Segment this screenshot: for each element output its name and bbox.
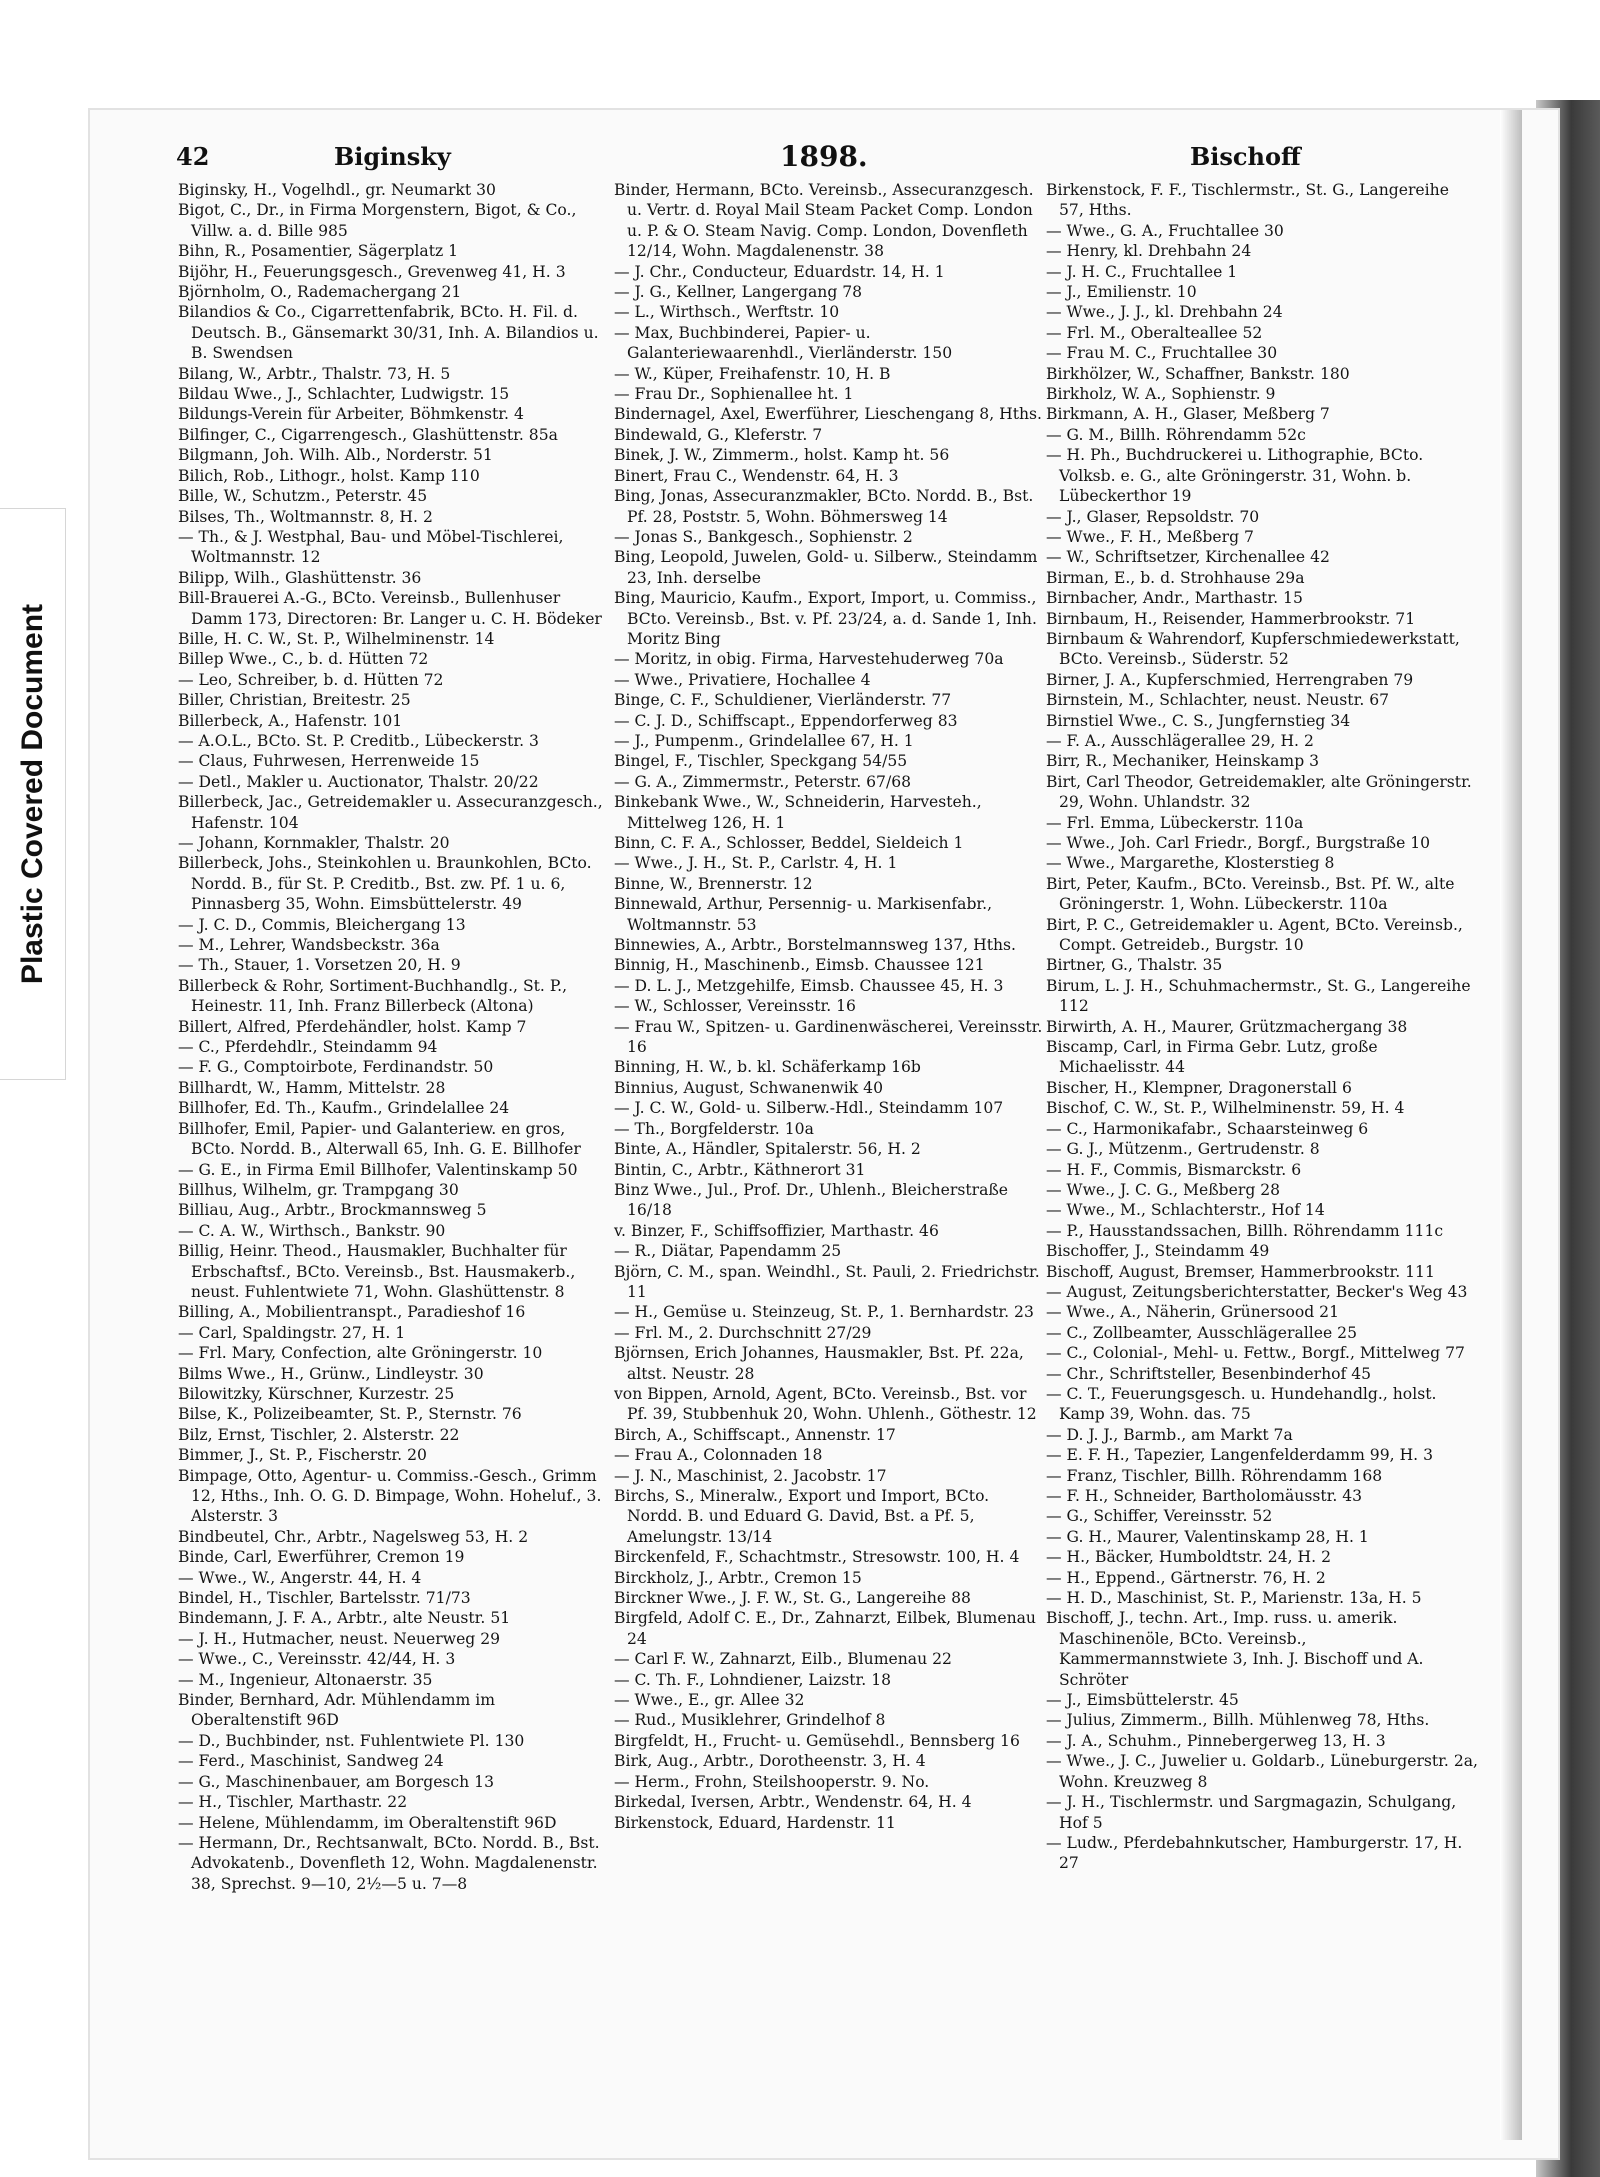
directory-entry: — Frl. M., Oberalteallee 52: [1046, 323, 1263, 342]
directory-entry: — G., Maschinenbauer, am Borgesch 13: [178, 1772, 495, 1791]
directory-entry: Birr, R., Mechaniker, Heinskamp 3: [1046, 752, 1320, 771]
directory-entry: — Detl., Makler u. Auctionator, Thalstr. 20/22: [178, 772, 539, 791]
directory-entry: Birner, J. A., Kupferschmied, Herrengraben 79: [1046, 670, 1414, 689]
directory-entry: Binnius, August, Schwanenwik 40: [614, 1078, 883, 1097]
page-gutter: [1500, 110, 1522, 2140]
directory-entry: v. Binzer, F., Schiffsoffizier, Marthastr. 46: [614, 1221, 939, 1240]
directory-entry: — J. H., Hutmacher, neust. Neuerweg 29: [178, 1629, 501, 1648]
directory-entry: Binge, C. F., Schuldiener, Vierländerstr. 77: [614, 691, 952, 710]
directory-entry: Bintin, C., Arbtr., Käthnerort 31: [614, 1160, 866, 1179]
directory-entry: — J., Emilienstr. 10: [1046, 283, 1197, 302]
directory-entry: Binde, Carl, Ewerführer, Cremon 19: [178, 1548, 465, 1567]
directory-entry: — Wwe., J. J., kl. Drehbahn 24: [1046, 303, 1283, 322]
directory-entry: — J. G., Kellner, Langergang 78: [614, 283, 863, 302]
directory-entry: Bildau Wwe., J., Schlachter, Ludwigstr. 15: [178, 385, 510, 404]
directory-entry: Billhofer, Ed. Th., Kaufm., Grindelallee 24: [178, 1099, 510, 1118]
directory-entry: Bildungs-Verein für Arbeiter, Böhmkenstr. 4: [178, 405, 524, 424]
directory-entry: — H., Tischler, Marthastr. 22: [178, 1793, 408, 1812]
directory-entry: — Franz, Tischler, Billh. Röhrendamm 168: [1046, 1466, 1383, 1485]
directory-entry: Binn, C. F. A., Schlosser, Beddel, Sieldeich 1: [614, 834, 964, 852]
directory-entry: — L., Wirthsch., Werftstr. 10: [614, 303, 840, 322]
directory-entry: Birnstein, M., Schlachter, neust. Neustr. 67: [1046, 691, 1390, 710]
directory-entry: Binnewies, A., Arbtr., Borstelmannsweg 137, Hths.: [614, 936, 1016, 955]
directory-entry: — H., Bäcker, Humboldtstr. 24, H. 2: [1046, 1548, 1331, 1567]
directory-entry: — Max, Buchbinderei, Papier- u. Galanteriewaarenhdl., Vierländerstr. 150: [614, 323, 953, 363]
directory-entry: Binne, W., Brennerstr. 12: [614, 874, 813, 893]
directory-entry: Birt, Peter, Kaufm., BCto. Vereinsb., Bst. Pf. W., alte Gröningerstr. 1, Wohn. Lübeckerstr. 110a: [1046, 874, 1455, 914]
directory-entry: Bindbeutel, Chr., Arbtr., Nagelsweg 53, H. 2: [178, 1527, 529, 1546]
directory-entry: — Th., Stauer, 1. Vorsetzen 20, H. 9: [178, 956, 461, 975]
directory-entry: Bilgmann, Joh. Wilh. Alb., Norderstr. 51: [178, 446, 493, 465]
directory-entry: — Wwe., Joh. Carl Friedr., Borgf., Burgstraße 10: [1046, 834, 1431, 852]
directory-entry: — J., Eimsbüttelerstr. 45: [1046, 1691, 1239, 1710]
directory-entry: — W., Schriftsetzer, Kirchenallee 42: [1046, 548, 1330, 567]
directory-entry: Billerbeck, Jac., Getreidemakler u. Assecuranzgesch., Hafenstr. 104: [178, 793, 603, 832]
directory-entry: Billerbeck & Rohr, Sortiment-Buchhandlg., St. P., Heinestr. 11, Inh. Franz Billerbeck (Altona): [178, 976, 568, 1016]
directory-entry: Bilang, W., Arbtr., Thalstr. 73, H. 5: [178, 364, 451, 383]
directory-entry: Binder, Hermann, BCto. Vereinsb., Assecuranzgesch. u. Vertr. d. Royal Mail Steam Packet Comp. London u. P. & O. Steam Navig. Comp. London, Dovenfleth 12/14, Wohn. Magdalenenstr. 38: [614, 181, 1034, 261]
directory-entry: Bilandios & Co., Cigarrettenfabrik, BCto. H. Fil. d. Deutsch. B., Gänsemarkt 30/31, Inh. A. Bilandios u. B. Swendsen: [178, 303, 599, 363]
directory-entry: Biginsky, H., Vogelhdl., gr. Neumarkt 30: [178, 181, 496, 199]
directory-entry: Bilms Wwe., H., Grünw., Lindleystr. 30: [178, 1364, 484, 1383]
directory-entry: Bilich, Rob., Lithogr., holst. Kamp 110: [178, 466, 480, 485]
directory-entry: Billerbeck, A., Hafenstr. 101: [178, 711, 403, 730]
directory-entry: — Rud., Musiklehrer, Grindelhof 8: [614, 1711, 886, 1730]
directory-entry: — Frl. M., 2. Durchschnitt 27/29: [614, 1323, 872, 1342]
directory-entry: Billing, A., Mobilientranspt., Paradieshof 16: [178, 1303, 526, 1322]
directory-entry: Bischoff, J., techn. Art., Imp. russ. u. amerik. Maschinenöle, BCto. Vereinsb., Kammermannstwiete 3, Inh. J. Bischoff und A. Schröter: [1046, 1609, 1424, 1689]
directory-entry: — J., Glaser, Repsoldstr. 70: [1046, 507, 1260, 526]
directory-entry: Bill-Brauerei A.-G., BCto. Vereinsb., Bullenhuser Damm 173, Directoren: Br. Langer u. C. H. Bödeker: [178, 589, 602, 628]
directory-entry: Bingel, F., Tischler, Speckgang 54/55: [614, 752, 908, 771]
directory-entry: — Th., & J. Westphal, Bau- und Möbel-Tischlerei, Woltmannstr. 12: [178, 527, 564, 567]
directory-entry: — Hermann, Dr., Rechtsanwalt, BCto. Nordd. B., Bst. Advokatenb., Dovenfleth 12, Wohn. Magdalenenstr. 38, Sprechst. 9—10, 2½—5 u. 7—8: [178, 1833, 600, 1893]
directory-entry: — Wwe., W., Angerstr. 44, H. 4: [178, 1568, 422, 1587]
directory-entry: Bilfinger, C., Cigarrengesch., Glashüttenstr. 85a: [178, 425, 558, 444]
directory-entry: Binning, H. W., b. kl. Schäferkamp 16b: [614, 1058, 921, 1077]
directory-entry: — Henry, kl. Drehbahn 24: [1046, 242, 1252, 261]
directory-entry: Birgfeld, Adolf C. E., Dr., Zahnarzt, Eilbek, Blumenau 24: [614, 1609, 1036, 1648]
directory-entry: Birkmann, A. H., Glaser, Meßberg 7: [1046, 405, 1330, 424]
directory-entry: Bille, W., Schutzm., Peterstr. 45: [178, 487, 428, 506]
directory-entry: — J. N., Maschinist, 2. Jacobstr. 17: [614, 1466, 887, 1485]
directory-entry: — C. Th. F., Lohndiener, Laizstr. 18: [614, 1670, 892, 1689]
directory-entry: — J., Pumpenm., Grindelallee 67, H. 1: [614, 731, 914, 750]
directory-entry: — D., Buchbinder, nst. Fuhlentwiete Pl. 130: [178, 1731, 525, 1750]
directory-entry: Björn, C. M., span. Weindhl., St. Pauli, 2. Friedrichstr. 11: [614, 1262, 1040, 1301]
directory-entry: — G. H., Maurer, Valentinskamp 28, H. 1: [1046, 1527, 1369, 1546]
directory-entry: Bischoffer, J., Steindamm 49: [1046, 1242, 1270, 1261]
directory-entry: Bing, Mauricio, Kaufm., Export, Import, u. Commiss., BCto. Vereinsb., Bst. v. Pf. 23/24, a. d. Sande 1, Inh. Moritz Bing: [614, 589, 1037, 648]
directory-entry: — C. J. D., Schiffscapt., Eppendorferweg 83: [614, 711, 958, 730]
directory-entry: — G., Schiffer, Vereinsstr. 52: [1046, 1507, 1273, 1526]
directory-column-3: [1046, 180, 1478, 1874]
directory-entry: — Leo, Schreiber, b. d. Hütten 72: [178, 670, 444, 689]
directory-entry: Birckenfeld, F., Schachtmstr., Stresowstr. 100, H. 4: [614, 1548, 1020, 1567]
directory-entry: — G. A., Zimmermstr., Peterstr. 67/68: [614, 772, 912, 791]
directory-entry: — C., Colonial-, Mehl- u. Fettw., Borgf., Mittelweg 77: [1046, 1344, 1465, 1363]
directory-entry: — Carl F. W., Zahnarzt, Eilb., Blumenau 22: [614, 1650, 952, 1669]
directory-entry: Birckner Wwe., J. F. W., St. G., Langereihe 88: [614, 1589, 971, 1608]
directory-entry: Bilse, K., Polizeibeamter, St. P., Sternstr. 76: [178, 1405, 522, 1424]
directory-entry: Binder, Bernhard, Adr. Mühlendamm im Oberaltenstift 96D: [178, 1691, 496, 1730]
directory-entry: — J. C. D., Commis, Bleichergang 13: [178, 915, 466, 934]
directory-entry: — D. L. J., Metzgehilfe, Eimsb. Chaussee 45, H. 3: [614, 976, 1004, 995]
directory-entry: — Wwe., A., Näherin, Grünersood 21: [1046, 1303, 1340, 1322]
directory-entry: Bilz, Ernst, Tischler, 2. Alsterstr. 22: [178, 1425, 460, 1444]
directory-entry: Binnewald, Arthur, Persennig- u. Markisenfabr., Woltmannstr. 53: [614, 895, 993, 934]
directory-entry: Billhus, Wilhelm, gr. Trampgang 30: [178, 1180, 459, 1199]
directory-entry: — G. M., Billh. Röhrendamm 52c: [1046, 425, 1306, 444]
directory-entry: Billhardt, W., Hamm, Mittelstr. 28: [178, 1078, 446, 1097]
directory-entry: — F. A., Ausschlägerallee 29, H. 2: [1046, 731, 1314, 750]
directory-entry: — Helene, Mühlendamm, im Oberaltenstift 96D: [178, 1813, 557, 1832]
directory-entry: Birchs, S., Mineralw., Export und Import, BCto. Nordd. B. und Eduard G. David, Bst. a Pf. 5, Amelungstr. 13/14: [614, 1487, 990, 1546]
directory-entry: Bimpage, Otto, Agentur- u. Commiss.-Gesch., Grimm 12, Hths., Inh. O. G. D. Bimpage, Wohn. Hoheluf., 3. Alsterstr. 3: [178, 1466, 602, 1526]
directory-entry: — Chr., Schriftsteller, Besenbinderhof 45: [1046, 1364, 1372, 1383]
directory-entry: — C. A. W., Wirthsch., Bankstr. 90: [178, 1221, 446, 1240]
directory-entry: Birnbaum & Wahrendorf, Kupferschmiedewerkstatt, BCto. Vereinsb., Süderstr. 52: [1046, 629, 1460, 669]
directory-entry: — Wwe., J. C. G., Meßberg 28: [1046, 1180, 1281, 1199]
directory-entry: — J. H. C., Fruchtallee 1: [1046, 262, 1238, 281]
directory-entry: Birkhölzer, W., Schaffner, Bankstr. 180: [1046, 364, 1350, 383]
directory-entry: — Frl. Mary, Confection, alte Gröningerstr. 10: [178, 1344, 543, 1363]
directory-entry: — Ludw., Pferdebahnkutscher, Hamburgerstr. 17, H. 27: [1046, 1833, 1463, 1873]
directory-entry: Billig, Heinr. Theod., Hausmakler, Buchhalter für Erbschaftsf., BCto. Vereinsb., Bst. Hausmakerb., neust. Fuhlentwiete 71, Wohn. Glashüttenstr. 8: [178, 1242, 576, 1301]
directory-entry: Birkenstock, Eduard, Hardenstr. 11: [614, 1813, 896, 1832]
directory-entry: — H. Ph., Buchdruckerei u. Lithographie, BCto. Volksb. e. G., alte Gröningerstr. 31, Wohn. b. Lübeckerthor 19: [1046, 446, 1424, 506]
directory-entry: Birk, Aug., Arbtr., Dorotheenstr. 3, H. 4: [614, 1752, 926, 1771]
directory-entry: — Wwe., F. H., Meßberg 7: [1046, 527, 1254, 546]
directory-entry: von Bippen, Arnold, Agent, BCto. Vereinsb., Bst. vor Pf. 39, Stubbenhuk 20, Wohn. Uhlenh., Göthestr. 12: [614, 1384, 1037, 1424]
directory-entry: Biscamp, Carl, in Firma Gebr. Lutz, große Michaelisstr. 44: [1046, 1038, 1378, 1077]
directory-entry: Birch, A., Schiffscapt., Annenstr. 17: [614, 1425, 896, 1444]
directory-entry: — G. J., Mützenm., Gertrudenstr. 8: [1046, 1140, 1320, 1159]
directory-entry: — R., Diätar, Papendamm 25: [614, 1242, 842, 1261]
directory-entry: — Frl. Emma, Lübeckerstr. 110a: [1046, 813, 1304, 832]
directory-entry: Björnholm, O., Rademachergang 21: [178, 283, 462, 302]
directory-entry: Binnig, H., Maschinenb., Eimsb. Chaussee 121: [614, 956, 985, 975]
directory-entry: Binek, J. W., Zimmerm., holst. Kamp ht. 56: [614, 446, 950, 465]
directory-entry: — Th., Borgfelderstr. 10a: [614, 1119, 814, 1138]
directory-entry: Bilses, Th., Woltmannstr. 8, H. 2: [178, 507, 433, 526]
directory-entry: Bijöhr, H., Feuerungsgesch., Grevenweg 41, H. 3: [178, 262, 566, 281]
directory-column-2: [614, 180, 1046, 1833]
directory-entry: Birnstiel Wwe., C. S., Jungfernstieg 34: [1046, 711, 1351, 730]
directory-entry: Bille, H. C. W., St. P., Wilhelminenstr. 14: [178, 629, 495, 648]
directory-entry: — C., Zollbeamter, Ausschlägerallee 25: [1046, 1323, 1357, 1342]
directory-entry: — J. A., Schuhm., Pinnebergerweg 13, H. 3: [1046, 1731, 1386, 1750]
directory-entry: — Wwe., Margarethe, Klosterstieg 8: [1046, 854, 1335, 873]
directory-entry: Birt, Carl Theodor, Getreidemakler, alte Gröningerstr. 29, Wohn. Uhlandstr. 32: [1046, 772, 1472, 812]
directory-entry: — Carl, Spaldingstr. 27, H. 1: [178, 1323, 406, 1342]
directory-entry: Bischof, C. W., St. P., Wilhelminenstr. 59, H. 4: [1046, 1099, 1405, 1118]
directory-entry: Birkenstock, F. F., Tischlermstr., St. G., Langereihe 57, Hths.: [1046, 181, 1449, 220]
directory-entry: Bihn, R., Posamentier, Sägerplatz 1: [178, 242, 459, 261]
directory-entry: — E. F. H., Tapezier, Langenfelderdamm 99, H. 3: [1046, 1446, 1434, 1465]
directory-entry: — J. Chr., Conducteur, Eduardstr. 14, H. 1: [614, 262, 945, 281]
directory-entry: Billert, Alfred, Pferdehändler, holst. Kamp 7: [178, 1017, 527, 1036]
directory-entry: Billerbeck, Johs., Steinkohlen u. Braunkohlen, BCto. Nordd. B., für St. P. Creditb., Bst. zw. Pf. 1 u. 6, Pinnasberg 35, Wohn. Eimsbüttelerstr. 49: [178, 854, 592, 914]
page-header: [176, 138, 1506, 174]
directory-entry: — August, Zeitungsberichterstatter, Becker's Weg 43: [1046, 1282, 1468, 1301]
directory-entry: Bing, Jonas, Assecuranzmakler, BCto. Nordd. B., Bst. Pf. 28, Poststr. 5, Wohn. Böhmersweg 14: [614, 487, 1034, 526]
directory-entry: — Jonas S., Bankgesch., Sophienstr. 2: [614, 527, 913, 546]
directory-entry: — Wwe., J. C., Juwelier u. Goldarb., Lüneburgerstr. 2a, Wohn. Kreuzweg 8: [1046, 1752, 1478, 1791]
directory-column-1: [178, 180, 610, 1894]
directory-entry: Binz Wwe., Jul., Prof. Dr., Uhlenh., Bleicherstraße 16/18: [614, 1180, 1009, 1220]
directory-entry: — A.O.L., BCto. St. P. Creditb., Lübeckerstr. 3: [178, 731, 539, 750]
directory-entry: Bischoff, August, Bremser, Hammerbrookstr. 111: [1046, 1262, 1435, 1281]
directory-entry: — Claus, Fuhrwesen, Herrenweide 15: [178, 752, 480, 771]
directory-entry: — J. H., Tischlermstr. und Sargmagazin, Schulgang, Hof 5: [1046, 1793, 1457, 1832]
directory-entry: — Frau Dr., Sophienallee ht. 1: [614, 385, 854, 404]
directory-entry: — J. C. W., Gold- u. Silberw.-Hdl., Steindamm 107: [614, 1099, 1004, 1118]
directory-entry: Birnbacher, Andr., Marthastr. 15: [1046, 589, 1303, 608]
directory-entry: Birgfeldt, H., Frucht- u. Gemüsehdl., Bennsberg 16: [614, 1731, 1020, 1750]
directory-entry: Bischer, H., Klempner, Dragonerstall 6: [1046, 1078, 1352, 1097]
directory-entry: Birtner, G., Thalstr. 35: [1046, 956, 1223, 975]
directory-entry: — M., Ingenieur, Altonaerstr. 35: [178, 1670, 433, 1689]
directory-entry: — G. E., in Firma Emil Billhofer, Valentinskamp 50: [178, 1160, 578, 1179]
plastic-cover-label: Plastic Covered Document: [16, 603, 49, 985]
directory-entry: Bindemann, J. F. A., Arbtr., alte Neustr. 51: [178, 1609, 511, 1628]
directory-entry: Billiau, Aug., Arbtr., Brockmannsweg 5: [178, 1201, 487, 1220]
directory-entry: — Wwe., G. A., Fruchtallee 30: [1046, 221, 1284, 240]
directory-entry: — W., Schlosser, Vereinsstr. 16: [614, 997, 856, 1016]
directory-entry: — Moritz, in obig. Firma, Harvestehuderweg 70a: [614, 650, 1004, 669]
directory-entry: — Wwe., J. H., St. P., Carlstr. 4, H. 1: [614, 854, 898, 873]
directory-entry: Birkedal, Iversen, Arbtr., Wendenstr. 64, H. 4: [614, 1793, 972, 1812]
directory-entry: — D. J. J., Barmb., am Markt 7a: [1046, 1425, 1293, 1444]
directory-entry: Bimmer, J., St. P., Fischerstr. 20: [178, 1446, 427, 1465]
directory-entry: — H., Gemüse u. Steinzeug, St. P., 1. Bernhardstr. 23: [614, 1303, 1034, 1322]
directory-entry: — Johann, Kornmakler, Thalstr. 20: [178, 834, 450, 852]
directory-entry: — H., Eppend., Gärtnerstr. 76, H. 2: [1046, 1568, 1326, 1587]
directory-entry: — H. D., Maschinist, St. P., Marienstr. 13a, H. 5: [1046, 1589, 1422, 1608]
directory-entry: Birum, L. J. H., Schuhmachermstr., St. G., Langereihe 112: [1046, 976, 1471, 1016]
directory-entry: — Herm., Frohn, Steilshooperstr. 9. No.: [614, 1772, 930, 1791]
directory-entry: Binte, A., Händler, Spitalerstr. 56, H. 2: [614, 1140, 921, 1159]
directory-entry: — F. G., Comptoirbote, Ferdinandstr. 50: [178, 1058, 494, 1077]
directory-entry: Birnbaum, H., Reisender, Hammerbrookstr. 71: [1046, 609, 1416, 628]
directory-entry: Birckholz, J., Arbtr., Cremon 15: [614, 1568, 862, 1587]
directory-entry: Bing, Leopold, Juwelen, Gold- u. Silberw., Steindamm 23, Inh. derselbe: [614, 548, 1038, 587]
directory-entry: Birman, E., b. d. Strohhause 29a: [1046, 568, 1305, 587]
directory-entry: — H. F., Commis, Bismarckstr. 6: [1046, 1160, 1302, 1179]
directory-entry: Birt, P. C., Getreidemakler u. Agent, BCto. Vereinsb., Compt. Getreideb., Burgstr. 10: [1046, 915, 1463, 955]
directory-entry: — P., Hausstandssachen, Billh. Röhrendamm 111c: [1046, 1221, 1444, 1240]
directory-entry: — W., Küper, Freihafenstr. 10, H. B: [614, 364, 891, 383]
directory-entry: — F. H., Schneider, Bartholomäusstr. 43: [1046, 1487, 1363, 1505]
directory-entry: — Wwe., E., gr. Allee 32: [614, 1691, 805, 1710]
directory-entry: Björnsen, Erich Johannes, Hausmakler, Bst. Pf. 22a, altst. Neustr. 28: [614, 1344, 1024, 1383]
directory-entry: Bilipp, Wilh., Glashüttenstr. 36: [178, 568, 422, 587]
directory-entry: Bindewald, G., Kleferstr. 7: [614, 425, 823, 444]
directory-entry: Binert, Frau C., Wendenstr. 64, H. 3: [614, 466, 899, 485]
directory-entry: Bindernagel, Axel, Ewerführer, Lieschengang 8, Hths.: [614, 405, 1042, 424]
left-running-head: Biginsky: [334, 142, 451, 171]
directory-entry: Birkholz, W. A., Sophienstr. 9: [1046, 385, 1276, 404]
directory-entry: Biller, Christian, Breitestr. 25: [178, 691, 411, 710]
directory-entry: — Wwe., M., Schlachterstr., Hof 14: [1046, 1201, 1325, 1220]
directory-entry: — M., Lehrer, Wandsbeckstr. 36a: [178, 936, 440, 955]
directory-entry: — Frau W., Spitzen- u. Gardinenwäscherei, Vereinsstr. 16: [614, 1017, 1043, 1057]
directory-entry: — Julius, Zimmerm., Billh. Mühlenweg 78, Hths.: [1046, 1711, 1430, 1730]
directory-entry: — Wwe., Privatiere, Hochallee 4: [614, 670, 871, 689]
directory-entry: Bigot, C., Dr., in Firma Morgenstern, Bigot, & Co., Villw. a. d. Bille 985: [178, 201, 577, 240]
directory-entry: — Ferd., Maschinist, Sandweg 24: [178, 1752, 444, 1771]
directory-entry: — C., Harmonikafabr., Schaarsteinweg 6: [1046, 1119, 1369, 1138]
directory-entry: Bilowitzky, Kürschner, Kurzestr. 25: [178, 1384, 455, 1403]
directory-entry: Birwirth, A. H., Maurer, Grützmachergang 38: [1046, 1017, 1408, 1036]
page-number: 42: [176, 142, 210, 171]
right-running-head: Bischoff: [1190, 142, 1301, 171]
directory-entry: Binkebank Wwe., W., Schneiderin, Harvesteh., Mittelweg 126, H. 1: [614, 793, 982, 832]
year-heading: 1898.: [780, 140, 868, 173]
directory-entry: — Frau M. C., Fruchtallee 30: [1046, 344, 1278, 363]
directory-entry: Bindel, H., Tischler, Bartelsstr. 71/73: [178, 1589, 471, 1608]
directory-entry: — C., Pferdehdlr., Steindamm 94: [178, 1038, 438, 1057]
directory-entry: — C. T., Feuerungsgesch. u. Hundehandlg., holst. Kamp 39, Wohn. das. 75: [1046, 1384, 1437, 1424]
directory-entry: — Frau A., Colonnaden 18: [614, 1446, 823, 1465]
directory-entry: Billhofer, Emil, Papier- und Galanteriew. en gros, BCto. Nordd. B., Alterwall 65, Inh. G. E. Billhofer: [178, 1119, 581, 1159]
directory-entry: — Wwe., C., Vereinsstr. 42/44, H. 3: [178, 1650, 456, 1669]
directory-entry: Billep Wwe., C., b. d. Hütten 72: [178, 650, 429, 669]
